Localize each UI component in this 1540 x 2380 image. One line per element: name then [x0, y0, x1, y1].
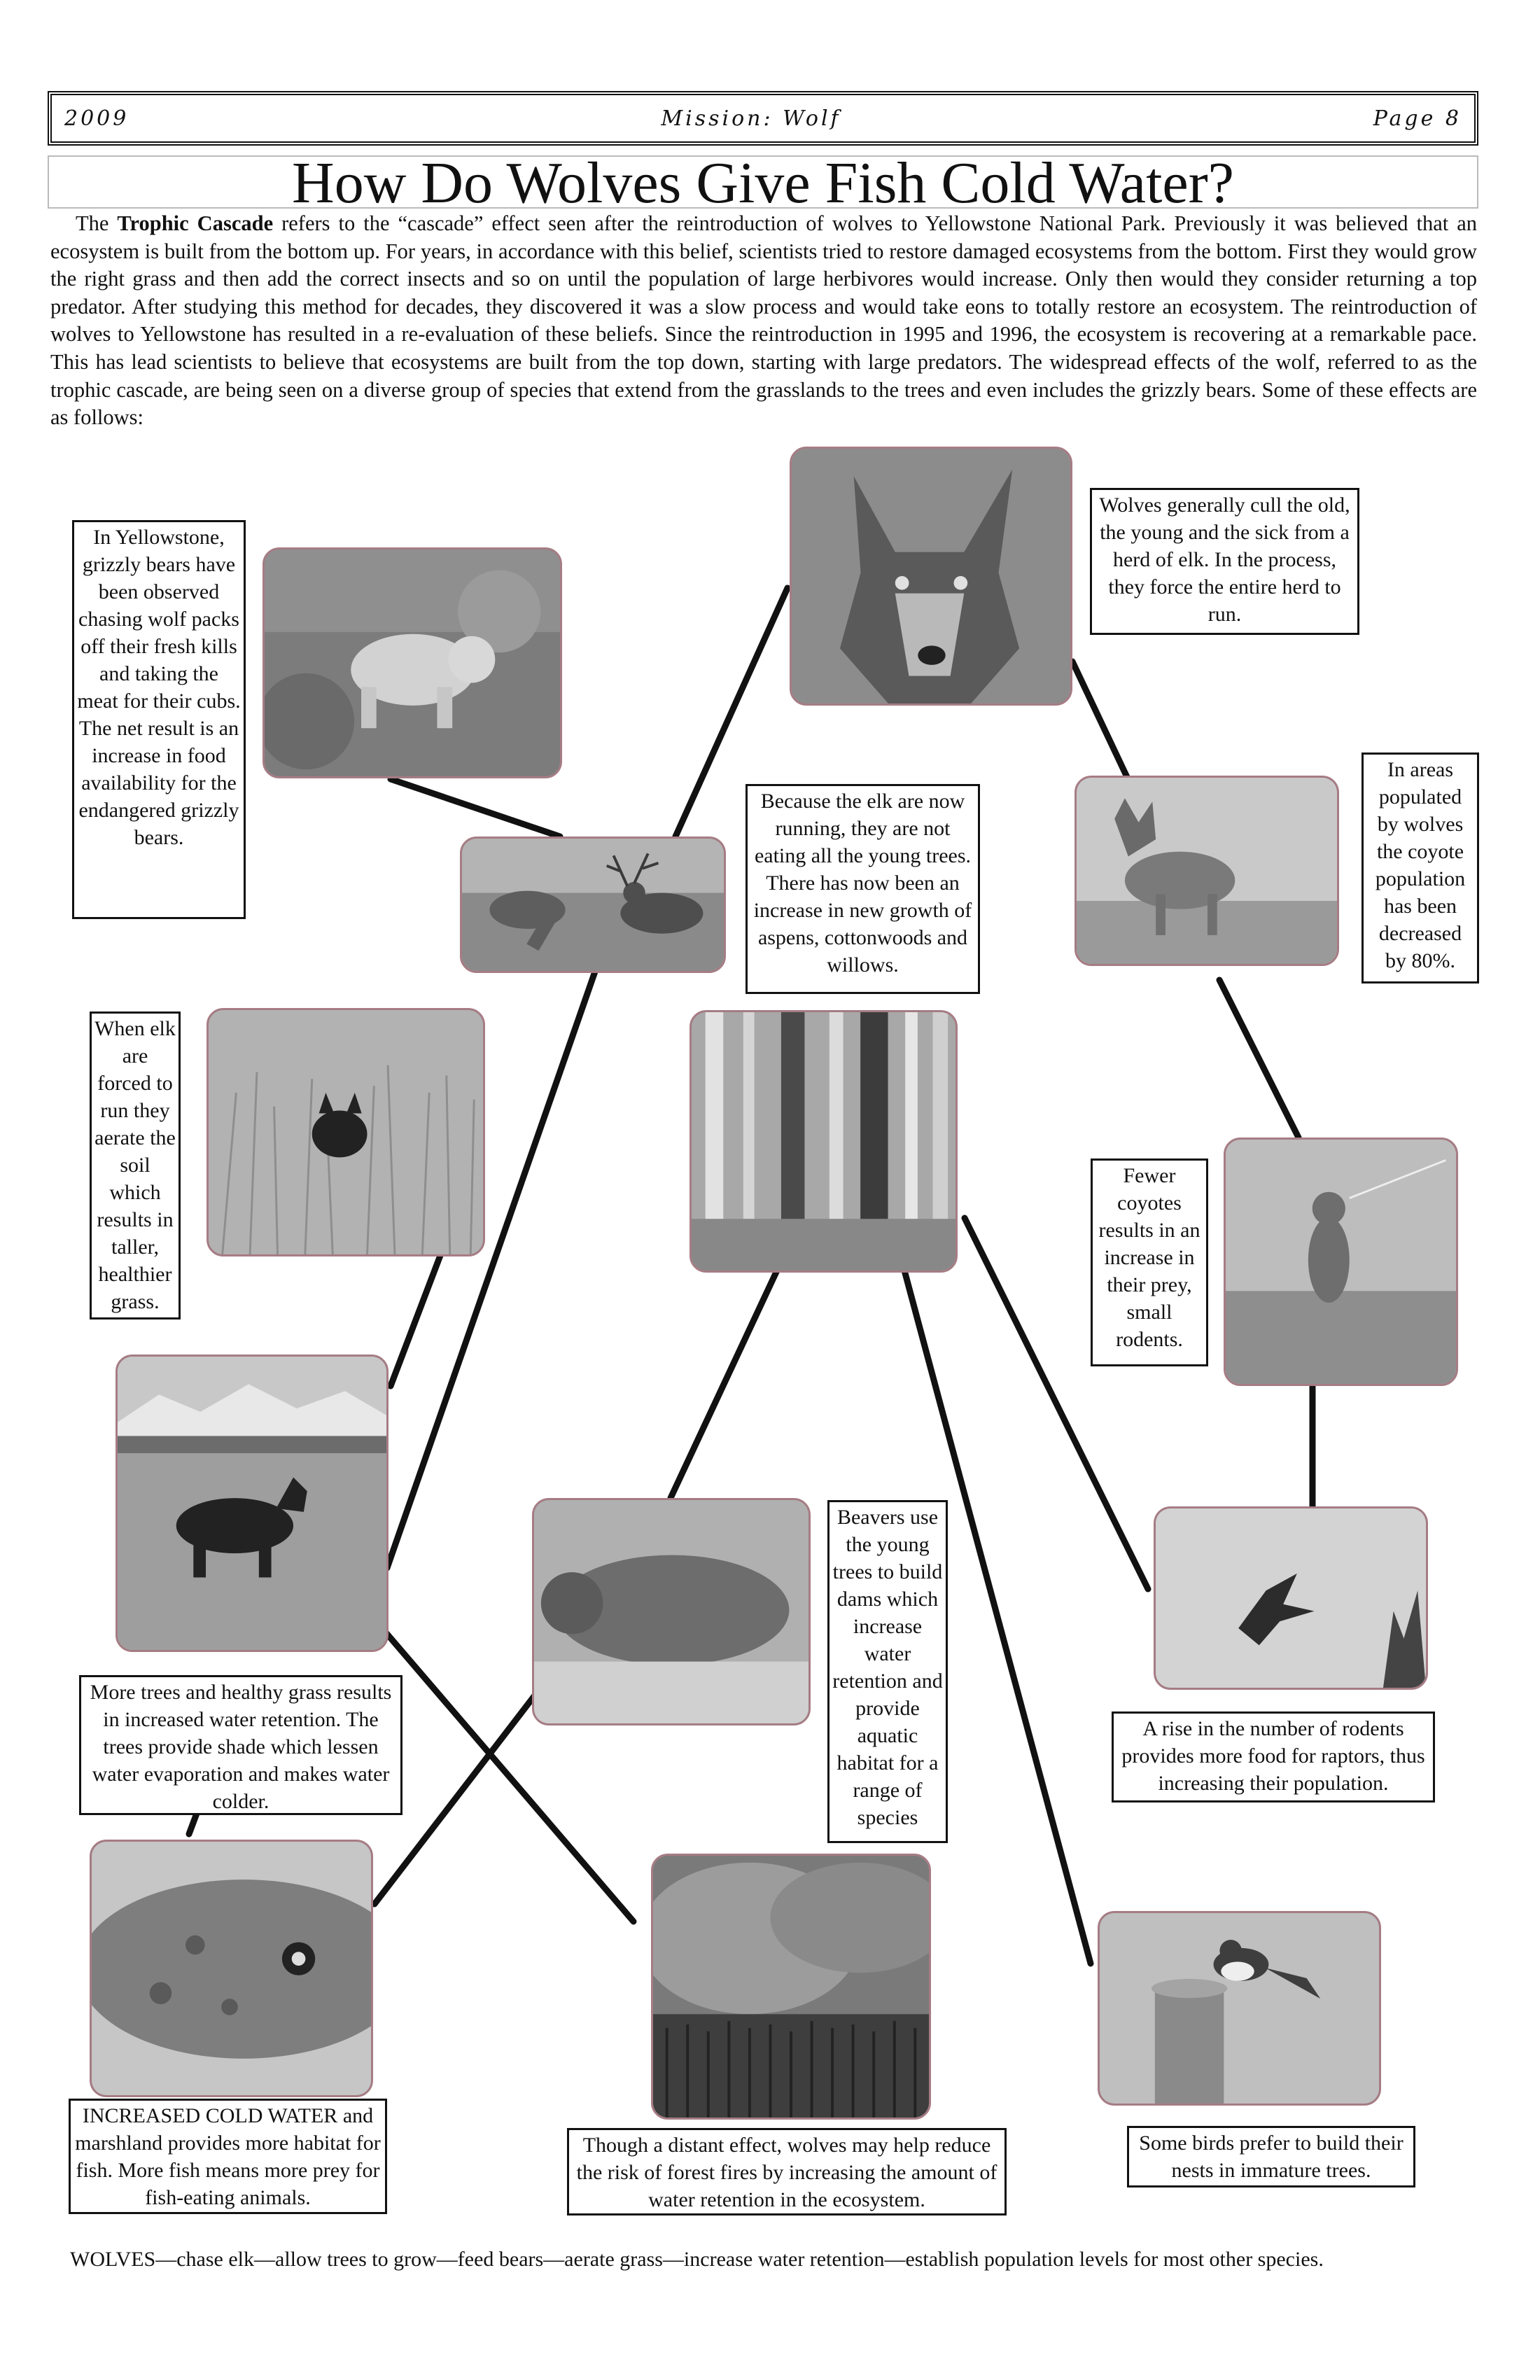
raptor-in-flight-photo — [1154, 1506, 1428, 1690]
caption-elk: Because the elk are now running, they are not eating all the young trees. There has now been an increase in new growth of aspens, cottonwoods and willows. — [746, 784, 980, 994]
link-aspen-beaver — [671, 1270, 777, 1498]
forest-fire-photo — [651, 1854, 931, 2120]
beaver-photo — [532, 1498, 811, 1726]
header-publication: Mission: Wolf — [661, 106, 841, 131]
link-coyote-rodent — [1219, 980, 1298, 1138]
coyote-photo — [1074, 776, 1339, 966]
ground-squirrel-photo — [1224, 1138, 1458, 1386]
elk-photo — [460, 836, 726, 973]
header-year: 2009 — [64, 106, 130, 131]
wolf-in-lake-photo — [115, 1354, 388, 1652]
link-wolf-coyote — [1072, 662, 1127, 777]
header-page: Page 8 — [1373, 106, 1462, 131]
link-grizzly-elk — [391, 779, 560, 836]
caption-wolf: Wolves generally cull the old, the young and the sick from a herd of elk. In the process, they force the entire herd to run. — [1090, 488, 1359, 635]
intro-body: refers to the “cascade” effect seen after the reintroduction of wolves to Yellowstone National Park. Previously it was believed that an ecosystem is built from the bottom up. For years, in accordance with this belief, scientists tried to restore damaged ecosystems from the bottom. First they would grow the right grass and then add the correct insects and so on until the population of large herbivores would increase. Only then would they consider returning a top predator. After studying this method for decades, they discovered it was a slow process and would take eons to totally restore an ecosystem. The reintroduction of wolves to Yellowstone has resulted in a re-evaluation of these beliefs. Since the reintroduction in 1995 and 1996, the ecosystem is recovering at a remarkable pace. This has lead scientists to believe that ecosystems are built from the top down, starting with large predators. The widespread effects of the wolf, referred to as the trophic cascade, are being seen on a diverse group of species that extend from the grasslands to the trees and even includes the grizzly bears. Some of these effects are as follows: — [50, 211, 1478, 430]
grizzly-bear-photo — [262, 547, 562, 778]
gray-wolf-photo — [790, 447, 1072, 706]
aspen-grove-photo — [690, 1010, 958, 1273]
caption-water: More trees and healthy grass results in increased water retention. The trees provide shade which lessen water evaporation and makes water colder. — [79, 1675, 402, 1815]
footer-summary: WOLVES—chase elk—allow trees to grow—feed bears—aerate grass—increase water retention—establish population levels for most other species. — [70, 2248, 1324, 2271]
caption-raptors: A rise in the number of rodents provides more food for raptors, thus increasing their population. — [1112, 1712, 1435, 1802]
caption-rodents: Fewer coyotes results in an increase in their prey, small rodents. — [1091, 1158, 1208, 1366]
intro-lead: The — [76, 211, 118, 235]
caption-grass: When elk are forced to run they aerate the soil which results in taller, healthier grass. — [90, 1011, 181, 1320]
black-wolf-in-grass-photo — [206, 1008, 485, 1256]
page-title: How Do Wolves Give Fish Cold Water? — [48, 155, 1478, 209]
caption-grizzly: In Yellowstone, grizzly bears have been observed chasing wolf packs off their fresh kills and taking the meat for their cubs. The net result is an increase in food availability for the endangered grizzly bears. — [72, 520, 246, 919]
caption-fish: INCREASED COLD WATER and marshland provides more habitat for fish. More fish means more prey for fish-eating animals. — [69, 2099, 387, 2214]
intro-term: Trophic Cascade — [117, 211, 274, 235]
swallow-on-post-photo — [1098, 1911, 1381, 2106]
fish-photo — [90, 1840, 373, 2097]
caption-coyote: In areas populated by wolves the coyote population has been decreased by 80%. — [1362, 752, 1479, 983]
caption-birds: Some birds prefer to build their nests in immature trees. — [1127, 2126, 1415, 2188]
caption-beavers: Beavers use the young trees to build dams which increase water retention and provide aquatic habitat for a range of species — [827, 1500, 948, 1843]
caption-fire: Though a distant effect, wolves may help reduce the risk of forest fires by increasing the amount of water retention in the ecosystem. — [567, 2128, 1007, 2216]
